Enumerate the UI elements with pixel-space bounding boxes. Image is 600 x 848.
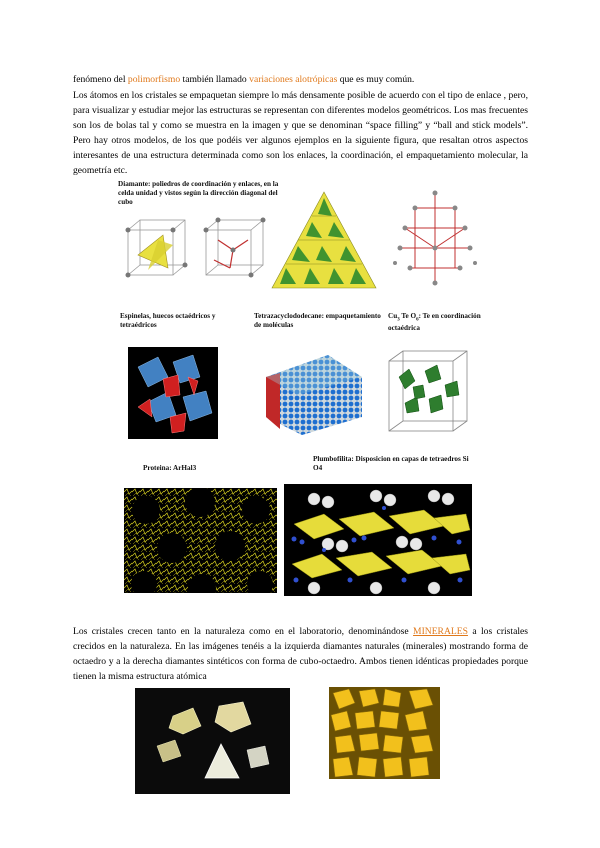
figure-spinel	[128, 347, 218, 439]
caption-espinelas: Espinelas, huecos octaédricos y tetraédricos	[120, 312, 216, 329]
figure-plumbofilita	[284, 484, 472, 596]
paragraph2-post: a los cristales crecidos en la naturaleza. En las imágenes tenéis a la izquierda diamantes naturales (minerales) mostrando forma de octaedro y a la derecha diamantes sintéticos con forma de cubo-octaedro. Ambos tienen idénticas propiedades porque tienen la misma estructura atómica	[73, 626, 528, 682]
intro-line	[73, 72, 528, 87]
caption-diamante: Diamante: poliedros de coordinación y enlaces, en la celda unidad y vistos según la dirección diagonal del cubo	[118, 180, 279, 206]
paragraph2-pre: Los cristales crecen tanto en la naturaleza como en el laboratorio, denominándose	[73, 626, 414, 637]
figure-molecular-packing	[258, 347, 366, 439]
intro-post: que es muy común.	[337, 74, 415, 85]
figure-diamond-network	[385, 188, 485, 293]
caption-cu3teo6: $Cu_3$ Te $O_6$: Te en coordinación octaédrica	[388, 312, 481, 333]
caption-tetrazacyclododecane: Tetrazacyclododecane: empaquetamiento de moléculas	[254, 312, 381, 329]
link-minerales[interactable]: MINERALES	[413, 626, 468, 637]
photo-natural-diamonds	[135, 688, 290, 794]
intro-pre: fenómeno del	[73, 74, 128, 85]
caption-proteina: Proteina: ArHal3	[143, 464, 197, 472]
figure-protein	[124, 488, 277, 593]
photo-synthetic-diamonds	[329, 687, 440, 779]
caption-plumbofilita: Plumbofilita: Disposicion en capas de tetraedros Si O4	[313, 455, 469, 472]
figure-diamond-pyramid	[268, 188, 380, 293]
intro-mid: también llamado	[180, 74, 250, 85]
paragraph-minerales	[73, 624, 528, 684]
figure-diamond-cells	[118, 210, 278, 290]
term-polimorfismo[interactable]: polimorfismo	[127, 74, 181, 85]
term-variaciones-alotropicas[interactable]: variaciones alotrópicas	[249, 74, 338, 85]
figure-octahedral-coordination	[385, 347, 473, 439]
paragraph-models: Los átomos en los cristales se empaquetan siempre lo más densamente posible de acuerdo con el tipo de enlace , pero, para visualizar y estudiar mejor las estructuras se representan con diferentes modelos geométricos. Los mas frecuentes son los de bolas tal y como se muestra en la imagen y que se denominan “space filling” y “ball and stick models”. Pero hay otros modelos, de los que podéis ver algunos ejemplos en la siguiente figura, que resaltan otros aspectos interesantes de una estructura determinada como son los enlaces, la coordinación, el empaquetamiento molecular, la geometría etc.	[73, 90, 528, 176]
